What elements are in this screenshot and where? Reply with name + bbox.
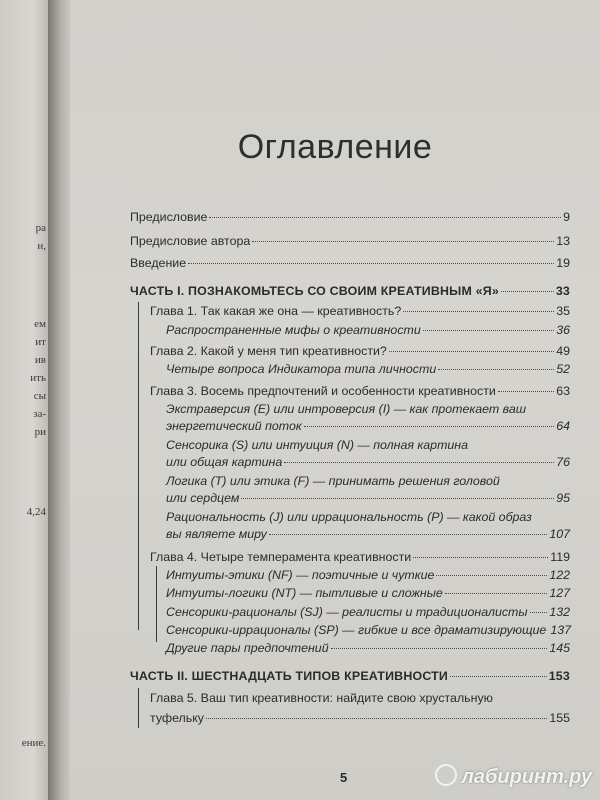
toc-subentry[interactable] (166, 622, 570, 638)
toc-page-number: 63 (556, 384, 570, 398)
toc-entry-label: Предисловие (130, 210, 208, 224)
toc-entry-label: Глава 4. Четыре темперамента креативности (150, 550, 412, 564)
book-gutter (48, 0, 70, 800)
toc-page-number: 153 (548, 669, 570, 683)
toc-page-number: 36 (556, 323, 570, 337)
left-page-fragment: ем (34, 318, 46, 330)
toc-entry-label: ЧАСТЬ I. ПОЗНАКОМЬТЕСЬ СО СВОИМ КРЕАТИВНЫМ «Я» (130, 284, 499, 298)
toc-entry-line: Глава 5. Ваш тип креативности: найдите свою хрустальную (150, 691, 493, 705)
toc-subentry[interactable] (166, 322, 570, 338)
leader-dots (413, 557, 548, 558)
toc-subentry[interactable] (166, 585, 570, 601)
toc-page-number: 52 (556, 362, 570, 376)
toc-page-number: 145 (549, 641, 570, 655)
toc-page-number: 33 (555, 284, 570, 298)
left-page-fragment: ив (34, 354, 46, 366)
table-of-contents (70, 0, 600, 800)
toc-subentry[interactable] (166, 604, 570, 620)
leader-dots (252, 241, 554, 242)
toc-subentry[interactable] (166, 361, 570, 377)
leader-dots (530, 612, 548, 613)
left-page-fragment: ра (35, 222, 46, 234)
toc-page-number: 49 (556, 344, 570, 358)
toc-entry[interactable] (130, 209, 570, 225)
toc-page-number: 13 (556, 234, 570, 248)
watermark-text: лабиринт.ру (461, 766, 592, 788)
toc-entry[interactable] (130, 233, 570, 249)
toc-entry-label: Предисловие автора (130, 234, 251, 248)
left-page-fragment: ение. (21, 737, 46, 749)
toc-page-number: 35 (556, 304, 570, 318)
chapter-rule (156, 566, 157, 642)
leader-dots (209, 217, 561, 218)
toc-subentry[interactable] (166, 454, 570, 470)
toc-entry-label: энергетический поток (166, 419, 302, 433)
leader-dots (436, 575, 547, 576)
toc-entry-label: или общая картина (166, 455, 283, 469)
leader-dots (450, 676, 547, 677)
toc-entry-label: Другие пары предпочтений (166, 641, 329, 655)
leader-dots (206, 718, 547, 719)
toc-entry-label: Глава 1. Так какая же она — креативность? (150, 304, 402, 318)
toc-page-number: 155 (549, 711, 570, 725)
toc-page-number: 19 (556, 256, 570, 270)
toc-subentry[interactable] (166, 490, 570, 506)
toc-entry-label: Введение (130, 256, 187, 270)
leader-dots (188, 263, 554, 264)
toc-entry-label: Четыре вопроса Индикатора типа личности (166, 362, 437, 376)
toc-entry-label: Глава 2. Какой у меня тип креативности? (150, 344, 387, 358)
toc-subentry-line: Рациональность (J) или иррациональность (P) — какой образ (166, 510, 532, 524)
leader-dots (501, 291, 554, 292)
toc-entry-label: Интуиты-логики (NT) — пытливые и сложные (166, 586, 443, 600)
toc-entry-label: вы являете миру (166, 527, 267, 541)
toc-subentry[interactable] (166, 567, 570, 583)
left-page-fragment: н, (37, 240, 46, 252)
toc-entry-label: Глава 3. Восемь предпочтений и особенности креативности (150, 384, 496, 398)
toc-entry[interactable] (150, 303, 570, 319)
leader-dots (241, 498, 554, 499)
toc-subentry[interactable] (166, 640, 570, 656)
left-page-fragment: ить (30, 372, 46, 384)
toc-page (70, 0, 600, 800)
toc-subentry-line: Сенсорика (S) или интуиция (N) — полная картина (166, 438, 468, 452)
toc-subentry-line: Логика (T) или этика (F) — принимать решения головой (166, 474, 500, 488)
page-number: 5 (340, 770, 348, 785)
toc-page-number: 132 (549, 605, 570, 619)
toc-part-heading[interactable] (130, 668, 570, 684)
toc-page-number: 64 (556, 419, 570, 433)
part-rule (138, 302, 139, 630)
toc-entry-label: Распространенные мифы о креативности (166, 323, 421, 337)
labirint-logo-icon (435, 764, 457, 786)
toc-page-number: 127 (549, 586, 570, 600)
left-page-fragment: 4,24 (26, 506, 46, 518)
leader-dots (331, 648, 548, 649)
toc-entry-label: Сенсорики-иррационалы (SP) — гибкие и все драматизирующие (166, 623, 547, 637)
toc-entry-label: Интуиты-этики (NF) — поэтичные и чуткие (166, 568, 435, 582)
toc-page-number: 137 (550, 623, 571, 637)
toc-subentry[interactable] (166, 526, 570, 542)
toc-subentry[interactable] (166, 418, 570, 434)
leader-dots (438, 369, 554, 370)
leader-dots (445, 593, 548, 594)
leader-dots (498, 391, 554, 392)
left-page-fragment: за- (33, 408, 46, 420)
toc-entry[interactable] (150, 710, 570, 726)
toc-page-number: 76 (556, 455, 570, 469)
toc-entry[interactable] (150, 343, 570, 359)
toc-page-number: 107 (549, 527, 570, 541)
toc-subentry-line: Экстраверсия (E) или интроверсия (I) — как протекает ваш (166, 402, 527, 416)
left-page-fragment: ри (34, 426, 46, 438)
toc-entry-label: туфельку (150, 711, 204, 725)
left-page-edge (0, 0, 48, 800)
toc-entry-label: ЧАСТЬ II. ШЕСТНАДЦАТЬ ТИПОВ КРЕАТИВНОСТИ (130, 669, 449, 683)
toc-entry-label: или сердцем (166, 491, 240, 505)
toc-entry[interactable] (150, 383, 570, 399)
toc-page-number: 95 (556, 491, 570, 505)
leader-dots (304, 426, 555, 427)
toc-part-heading[interactable] (130, 283, 570, 299)
toc-page-number: 122 (549, 568, 570, 582)
toc-page-number: 119 (550, 550, 570, 564)
toc-entry-label: Сенсорики-рационалы (SJ) — реалисты и традиционалисты (166, 605, 528, 619)
part-rule (138, 688, 139, 728)
leader-dots (403, 311, 554, 312)
left-page-fragment: сы (33, 390, 46, 402)
leader-dots (269, 534, 548, 535)
toc-entry[interactable] (130, 255, 570, 271)
leader-dots (423, 330, 554, 331)
toc-entry[interactable] (150, 549, 570, 565)
toc-page-number: 9 (563, 210, 570, 224)
leader-dots (284, 462, 554, 463)
page-title: Оглавление (237, 128, 433, 166)
leader-dots (389, 351, 554, 352)
left-page-fragment: ит (35, 336, 46, 348)
watermark (435, 764, 592, 789)
